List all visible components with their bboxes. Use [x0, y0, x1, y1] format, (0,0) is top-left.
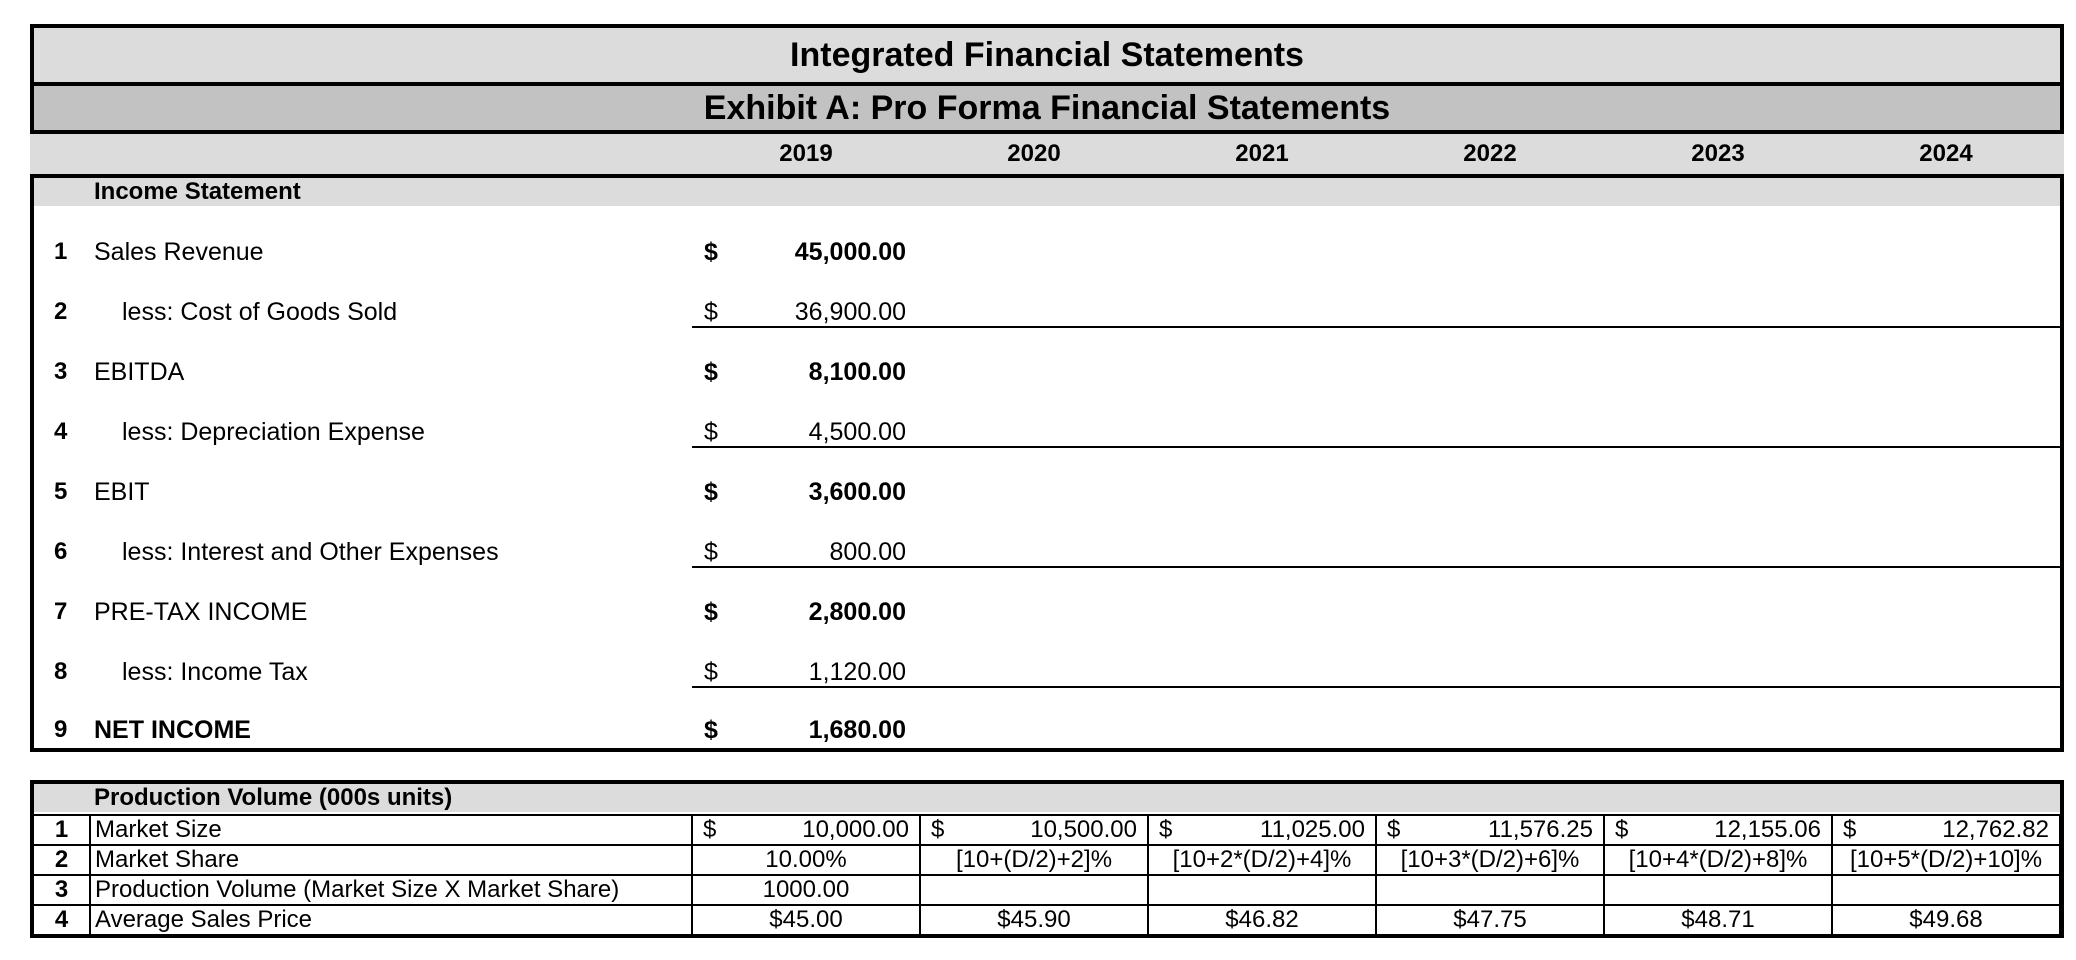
table-row	[34, 905, 2060, 935]
row-label-market-size: Market Size	[90, 815, 692, 845]
value-interest: 800.00	[829, 538, 906, 566]
cell-value: 10,500.00	[1030, 816, 1137, 843]
value-ebit: 3,600.00	[808, 478, 906, 506]
market-share-2019: 10.00%	[692, 845, 920, 875]
production-volume-2020	[920, 875, 1148, 905]
average-price-2024: $49.68	[1832, 905, 2060, 935]
dollar-sign: $	[704, 716, 718, 744]
market-share-2023: [10+4*(D/2)+8]%	[1604, 845, 1832, 875]
market-share-2024: [10+5*(D/2)+10]%	[1832, 845, 2060, 875]
dollar-sign: $	[704, 418, 718, 446]
row-label-cogs: less: Cost of Goods Sold	[122, 298, 398, 326]
row-label-depreciation: less: Depreciation Expense	[122, 418, 425, 446]
production-table	[34, 814, 2061, 936]
row-number: 9	[54, 716, 68, 743]
row-number: 4	[54, 418, 68, 445]
cell-value: 12,155.06	[1714, 816, 1821, 843]
subtotal-rule	[692, 686, 2060, 688]
production-volume-2022	[1376, 875, 1604, 905]
cell-value: 11,576.25	[1488, 816, 1593, 843]
row-number: 2	[34, 845, 90, 875]
report-title-text: Integrated Financial Statements	[790, 35, 1304, 74]
cell-value: 11,025.00	[1260, 816, 1365, 843]
table-row	[34, 815, 2060, 845]
row-label-pretax-income: PRE-TAX INCOME	[94, 598, 308, 626]
dollar-sign: $	[704, 598, 718, 626]
market-size-2022	[1376, 815, 1604, 845]
dollar-sign: $	[704, 358, 718, 386]
dollar-sign: $	[1159, 816, 1173, 843]
value-ebitda: 8,100.00	[808, 358, 906, 386]
market-share-2021: [10+2*(D/2)+4]%	[1148, 845, 1376, 875]
dollar-sign: $	[704, 658, 718, 686]
row-label-sales-revenue: Sales Revenue	[94, 238, 264, 266]
production-volume-2023	[1604, 875, 1832, 905]
row-label-interest: less: Interest and Other Expenses	[122, 538, 499, 566]
value-sales-revenue: 45,000.00	[794, 238, 906, 266]
exhibit-subtitle-text: Exhibit A: Pro Forma Financial Statements	[703, 88, 1391, 127]
value-pretax-income: 2,800.00	[808, 598, 906, 626]
production-volume-2021	[1148, 875, 1376, 905]
row-label-income-tax: less: Income Tax	[122, 658, 308, 686]
report-title	[30, 24, 2064, 86]
dollar-sign: $	[704, 538, 718, 566]
value-income-tax: 1,120.00	[808, 658, 906, 686]
exhibit-subtitle	[30, 86, 2064, 134]
cell-value: 10,000.00	[802, 816, 909, 843]
income-statement-title: Income Statement	[94, 178, 301, 205]
row-number: 6	[54, 538, 68, 565]
average-price-2021: $46.82	[1148, 905, 1376, 935]
average-price-2023: $48.71	[1604, 905, 1832, 935]
row-label-net-income: NET INCOME	[94, 716, 251, 744]
market-size-2024	[1832, 815, 2060, 845]
row-label-ebitda: EBITDA	[94, 358, 185, 386]
market-size-2021	[1148, 815, 1376, 845]
row-label-average-sales-price: Average Sales Price	[90, 905, 692, 935]
production-title: Production Volume (000s units)	[94, 784, 453, 811]
subtotal-rule	[692, 326, 2060, 328]
income-statement-section	[30, 174, 2064, 752]
cell-value: 12,762.82	[1942, 816, 2049, 843]
market-size-2020	[920, 815, 1148, 845]
row-number: 8	[54, 658, 68, 685]
year-2019: 2019	[779, 140, 833, 167]
dollar-sign: $	[931, 816, 945, 843]
average-price-2019: $45.00	[692, 905, 920, 935]
row-label-production-volume: Production Volume (Market Size X Market Share)	[90, 875, 692, 905]
average-price-2020: $45.90	[920, 905, 1148, 935]
value-depreciation: 4,500.00	[808, 418, 906, 446]
income-statement-header-band	[34, 178, 2060, 206]
row-number: 4	[34, 905, 90, 935]
dollar-sign: $	[704, 238, 718, 266]
row-number: 5	[54, 478, 68, 505]
table-row	[34, 875, 2060, 905]
average-price-2022: $47.75	[1376, 905, 1604, 935]
value-net-income: 1,680.00	[808, 716, 906, 744]
market-size-2019	[692, 815, 920, 845]
row-number: 2	[54, 298, 68, 325]
subtotal-rule	[692, 446, 2060, 448]
market-share-2020: [10+(D/2)+2]%	[920, 845, 1148, 875]
year-2023: 2023	[1691, 140, 1745, 167]
dollar-sign: $	[704, 298, 718, 326]
row-label-ebit: EBIT	[94, 478, 150, 506]
year-2020: 2020	[1007, 140, 1061, 167]
row-number: 3	[54, 358, 68, 385]
row-number: 1	[34, 815, 90, 845]
dollar-sign: $	[704, 478, 718, 506]
year-2021: 2021	[1235, 140, 1289, 167]
row-number: 7	[54, 598, 68, 625]
row-number: 3	[34, 875, 90, 905]
value-cogs: 36,900.00	[794, 298, 906, 326]
production-volume-2024	[1832, 875, 2060, 905]
production-volume-2019: 1000.00	[692, 875, 920, 905]
row-label-market-share: Market Share	[90, 845, 692, 875]
dollar-sign: $	[1843, 816, 1857, 843]
dollar-sign: $	[1615, 816, 1629, 843]
market-size-2023	[1604, 815, 1832, 845]
market-share-2022: [10+3*(D/2)+6]%	[1376, 845, 1604, 875]
dollar-sign: $	[703, 816, 717, 843]
table-row	[34, 845, 2060, 875]
year-2022: 2022	[1463, 140, 1517, 167]
dollar-sign: $	[1387, 816, 1401, 843]
row-number: 1	[54, 238, 68, 265]
subtotal-rule	[692, 566, 2060, 568]
year-2024: 2024	[1919, 140, 1973, 167]
